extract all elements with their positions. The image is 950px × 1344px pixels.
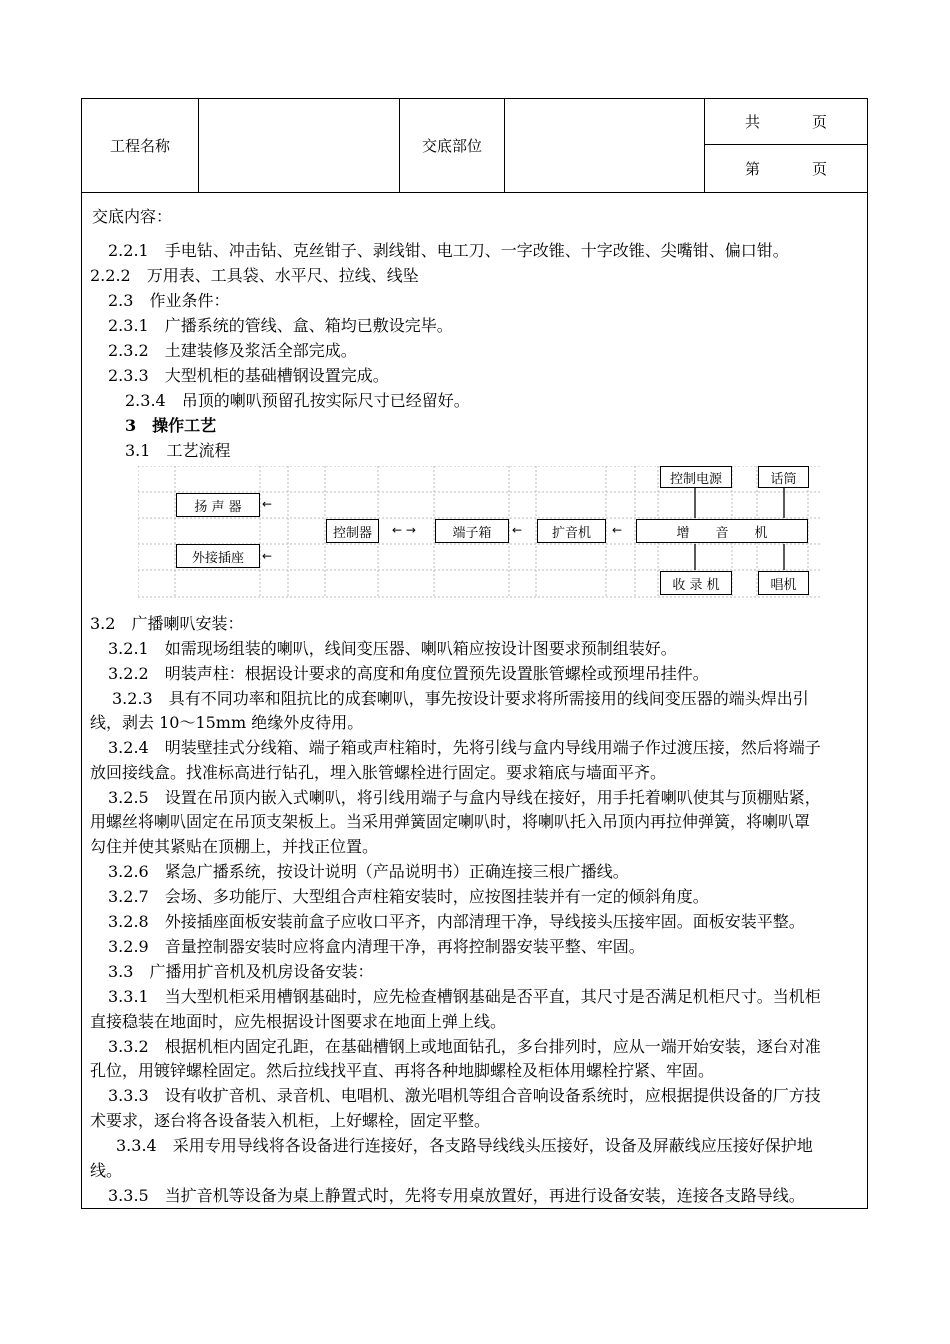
line-2-2-2: 2.2.2 万用表、工具袋、水平尺、拉线、线坠 xyxy=(90,266,419,285)
para-line: 勾住并使其紧贴在顶棚上，并找正位置。 xyxy=(90,837,379,856)
total-pages xyxy=(705,99,867,145)
location-value[interactable] xyxy=(505,99,705,192)
para-line: 3.2.7 会场、多功能厅、大型组合声柱箱安装时，应按图挂装并有一定的倾斜角度。 xyxy=(108,887,709,906)
para-line: 3.2.9 音量控制器安装时应将盒内清理干净，再将控制器安装平整、牢固。 xyxy=(108,937,645,956)
para-line: 3.3.3 设有收扩音机、录音机、电唱机、激光唱机等组合音响设备系统时，应根据提供设备的厂方技 xyxy=(108,1086,821,1105)
radio-box: 收 录 机 xyxy=(660,571,732,595)
para-line: 直接稳装在地面时，应先根据设计图要求在地面上弹上线。 xyxy=(90,1012,507,1031)
para-line: 孔位，用镀锌螺栓固定。然后拉线找平直、再将各种地脚螺栓及柜体用螺栓拧紧、牢固。 xyxy=(90,1061,715,1080)
total-right: 页 xyxy=(811,113,827,131)
para-line: 3.2.4 明装壁挂式分线箱、端子箱或声柱箱时，先将引线与盒内导线用端子作过渡压接，然后将端子 xyxy=(108,738,821,757)
header-table xyxy=(82,99,867,193)
line-2-3-1: 2.3.1 广播系统的管线、盒、箱均已敷设完毕。 xyxy=(108,316,453,335)
outlet-box: 外接插座 xyxy=(176,544,260,568)
heading-3-2: 3.2 广播喇叭安装： xyxy=(90,614,244,633)
para-line: 线，剥去 10～15mm 绝缘外皮待用。 xyxy=(90,713,364,732)
turntable-box: 唱机 xyxy=(758,571,809,595)
content-label: 交底内容： xyxy=(92,207,173,226)
arrow-left-icon: ← xyxy=(262,549,273,563)
para-line: 3.2.8 外接插座面板安装前盒子应收口平齐，内部清理干净，导线接头压接牢固。面板安装平整。 xyxy=(108,912,805,931)
line-2-3-4: 2.3.4 吊顶的喇叭预留孔按实际尺寸已经留好。 xyxy=(125,391,470,410)
page-left: 第 xyxy=(745,159,761,178)
process-flow-diagram xyxy=(138,466,822,598)
para-line: 3.2.3 具有不同功率和阻抗比的成套喇叭，事先按设计要求将所需接用的线间变压器的端头焊出引 xyxy=(112,689,809,708)
arrow-left-icon: ← xyxy=(612,523,623,537)
para-line: 线。 xyxy=(90,1161,123,1180)
page-right: 页 xyxy=(811,159,827,178)
total-left: 共 xyxy=(745,113,761,131)
location-label: 交底部位 xyxy=(400,99,505,192)
controller-box: 控制器 xyxy=(326,519,379,543)
power-control-box: 控制电源 xyxy=(660,466,732,488)
amplifier-box: 扩音机 xyxy=(537,519,606,543)
para-line: 3.3.4 采用专用导线将各设备进行连接好，各支路导线线头压接好，设备及屏蔽线应压接好保护地 xyxy=(116,1136,813,1155)
para-line: 术要求，逐台将各设备装入机柜，上好螺栓，固定平整。 xyxy=(90,1111,491,1130)
line-2-3-2: 2.3.2 土建装修及浆活全部完成。 xyxy=(108,341,357,360)
heading-3-1: 3.1 工艺流程 xyxy=(125,441,231,460)
arrow-left-icon: ← xyxy=(512,523,523,537)
page-number xyxy=(705,145,867,191)
arrow-left-icon: ← xyxy=(262,497,273,511)
microphone-box: 话筒 xyxy=(758,466,809,488)
para-line: 3.2.5 设置在吊顶内嵌入式喇叭，将引线用端子与盒内导线在接好，用手托着喇叭使其与顶棚贴紧， xyxy=(108,788,821,807)
speaker-box: 扬 声 器 xyxy=(176,493,260,517)
project-name-value[interactable] xyxy=(199,99,400,192)
para-line: 3.3.1 当大型机柜采用槽钢基础时，应先检查槽钢基础是否平直，其尺寸是否满足机柜尺寸。当机柜 xyxy=(108,987,821,1006)
para-line: 用螺丝将喇叭固定在吊顶支架板上。当采用弹簧固定喇叭时，将喇叭托入吊顶内再拉伸弹簧，将喇叭罩 xyxy=(90,812,811,831)
heading-3-3: 3.3 广播用扩音机及机房设备安装： xyxy=(108,962,374,981)
para-line: 放回接线盒。找准标高进行钻孔，埋入胀管螺栓进行固定。要求箱底与墙面平齐。 xyxy=(90,763,667,782)
line-2-3-3: 2.3.3 大型机柜的基础槽钢设置完成。 xyxy=(108,366,389,385)
heading-3: 3 操作工艺 xyxy=(125,416,217,435)
para-line: 3.2.6 紧急广播系统，按设计说明（产品说明书）正确连接三根广播线。 xyxy=(108,862,629,881)
project-name-label: 工程名称 xyxy=(82,99,199,192)
booster-box: 增 音 机 xyxy=(636,519,808,543)
para-line: 3.2.1 如需现场组装的喇叭，线间变压器、喇叭箱应按设计图要求预制组装好。 xyxy=(108,639,677,658)
line-2-3: 2.3 作业条件： xyxy=(108,291,230,310)
para-line: 3.2.2 明装声柱：根据设计要求的高度和角度位置预先设置胀管螺栓或预埋吊挂件。 xyxy=(108,664,709,683)
line-2-2-1: 2.2.1 手电钻、冲击钻、克丝钳子、剥线钳、电工刀、一字改锥、十字改锥、尖嘴钳、偏口钳。 xyxy=(108,241,789,260)
para-line: 3.3.5 当扩音机等设备为桌上静置式时，先将专用桌放置好，再进行设备安装，连接各支路导线。 xyxy=(108,1186,805,1205)
terminal-box: 端子箱 xyxy=(435,519,509,543)
para-line: 3.3.2 根据机柜内固定孔距，在基础槽钢上或地面钻孔，多台排列时，应从一端开始安装，逐台对准 xyxy=(108,1037,821,1056)
double-arrow-icon: ← → xyxy=(392,523,416,537)
